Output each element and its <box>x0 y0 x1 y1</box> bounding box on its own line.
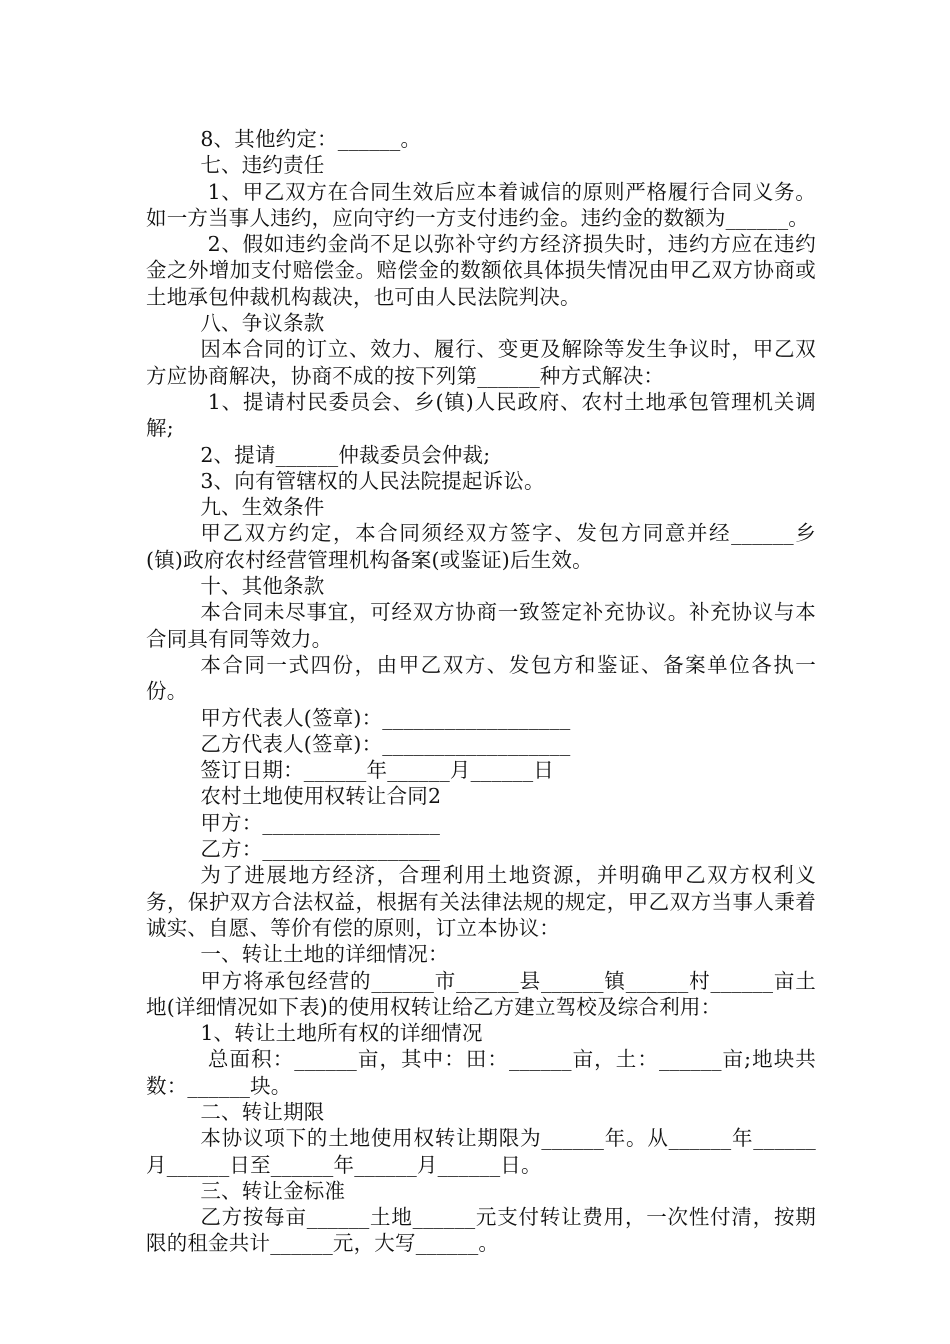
paragraph-supplementary: 本合同未尽事宜，可经双方协商一致签定补充协议。补充协议与本合同具有同等效力。 <box>146 600 816 651</box>
signature-party-b: 乙方代表人(签章)：__________________ <box>200 731 571 756</box>
signature-party-a: 甲方代表人(签章)：__________________ <box>200 705 571 730</box>
heading-transfer-term: 二、转让期限 <box>200 1099 325 1124</box>
subheading-ownership-details: 1、转让土地所有权的详细情况 <box>200 1021 483 1046</box>
paragraph-effective-conditions: 甲乙双方约定，本合同须经双方签字、发包方同意并经______乡(镇)政府农村经营管理机构备案(或鉴证)后生效。 <box>146 521 816 572</box>
paragraph-transfer-term: 本协议项下的土地使用权转让期限为______年。从______年______月______日至______年______月______日。 <box>146 1126 816 1177</box>
heading-transfer-fee: 三、转让金标准 <box>200 1178 346 1203</box>
heading-other-terms: 十、其他条款 <box>200 574 325 599</box>
paragraph-dispute: 因本合同的订立、效力、履行、变更及解除等发生争议时，甲乙双方应协商解决，协商不成的按下列第______种方式解决： <box>146 337 816 388</box>
heading-dispute: 八、争议条款 <box>200 311 325 336</box>
heading-breach-liability: 七、违约责任 <box>200 153 325 178</box>
paragraph-breach-2: 2、假如违约金尚不足以弥补守约方经济损失时，违约方应在违约金之外增加支付赔偿金。赔偿金的数额依具体损失情况由甲乙双方协商或土地承包仲裁机构裁决，也可由人民法院判决。 <box>146 232 817 309</box>
dispute-option-3: 3、向有管辖权的人民法院提起诉讼。 <box>200 468 545 493</box>
document-body <box>146 126 816 1257</box>
paragraph-copies: 本合同一式四份，由甲乙双方、发包方和鉴证、备案单位各执一份。 <box>146 652 816 704</box>
dispute-option-1: 1、提请村民委员会、乡(镇)人民政府、农村土地承包管理机关调解; <box>146 389 816 441</box>
signing-date: 签订日期：______年______月______日 <box>200 758 555 783</box>
dispute-option-2: 2、提请______仲裁委员会仲裁; <box>200 442 491 467</box>
paragraph-transfer-fee: 乙方按每亩______土地______元支付转让费用，一次性付清，按期限的租金共计______元，大写______。 <box>146 1205 816 1256</box>
heading-land-details: 一、转让土地的详细情况： <box>200 942 449 967</box>
party-a-line: 甲方：_________________ <box>200 810 441 835</box>
heading-effective-conditions: 九、生效条件 <box>200 495 325 520</box>
contract-2-title: 农村土地使用权转让合同2 <box>200 784 442 809</box>
paragraph-preamble: 为了进展地方经济，合理利用土地资源，并明确甲乙双方权利义务，保护双方合法权益，根据有关法律法规的规定，甲乙双方当事人秉着诚实、自愿、等价有偿的原则，订立本协议： <box>146 863 816 940</box>
paragraph-land-area: 总面积：______亩，其中：田：______亩，土：______亩;地块共数：______块。 <box>146 1047 816 1098</box>
paragraph-land-location: 甲方将承包经营的______市______县______镇______村______亩土地(详细情况如下表)的使用权转让给乙方建立驾校及综合利用： <box>146 968 816 1019</box>
paragraph-breach-1: 1、甲乙双方在合同生效后应本着诚信的原则严格履行合同义务。如一方当事人违约，应向守约一方支付违约金。违约金的数额为______。 <box>146 179 817 230</box>
clause-other-agreement: 8、其他约定：______。 <box>200 127 422 151</box>
party-b-line: 乙方：_________________ <box>200 837 441 862</box>
